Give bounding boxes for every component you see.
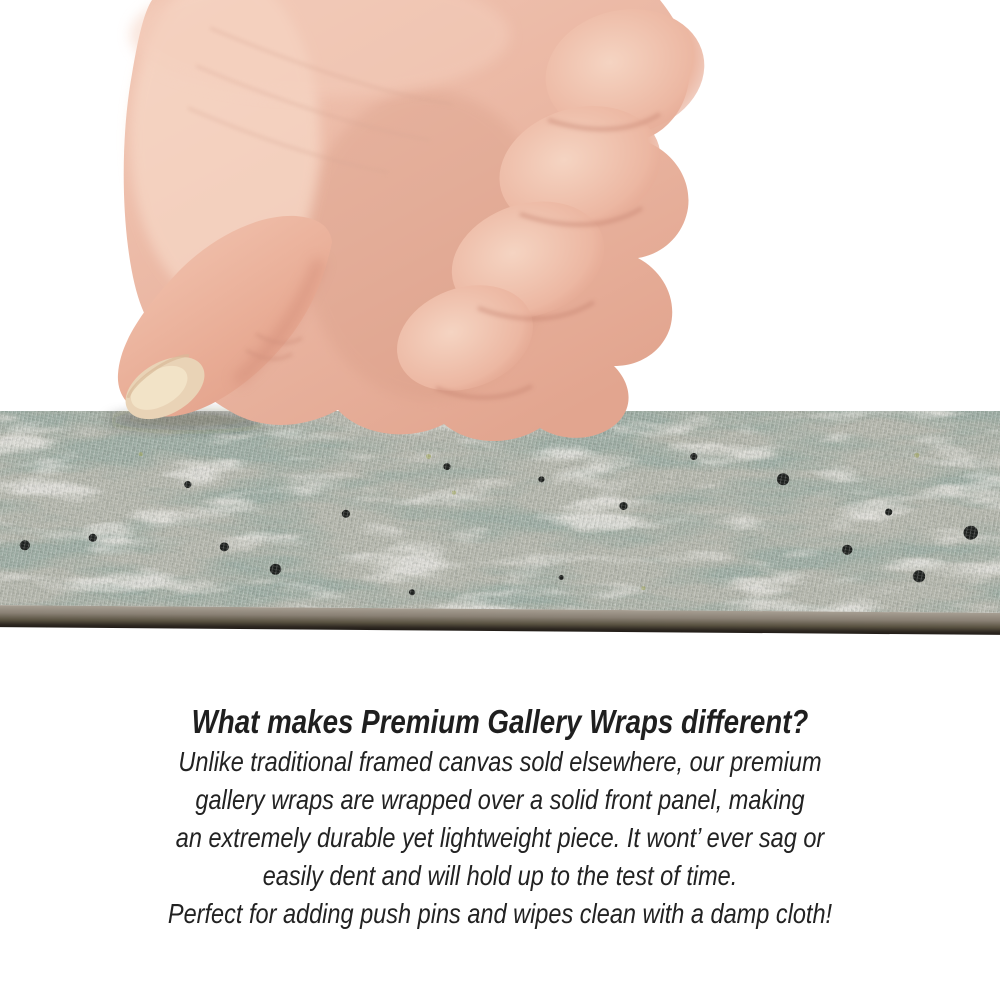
caption-line-5: Perfect for adding push pins and wipes clean with a damp cloth! — [167, 898, 833, 929]
caption-line-3: an extremely durable yet lightweight piece. It wont’ ever sag or — [175, 822, 825, 853]
caption-block — [0, 701, 1000, 933]
caption-inner — [80, 701, 920, 933]
caption-line-4: easily dent and will hold up to the test of time. — [262, 860, 738, 891]
hand-photo — [0, 0, 1000, 452]
caption-line-2: gallery wraps are wrapped over a solid front panel, making — [195, 784, 805, 815]
caption-line-1: Unlike traditional framed canvas sold elsewhere, our premium — [178, 746, 822, 777]
caption-heading: What makes Premium Gallery Wraps different? — [191, 703, 809, 740]
